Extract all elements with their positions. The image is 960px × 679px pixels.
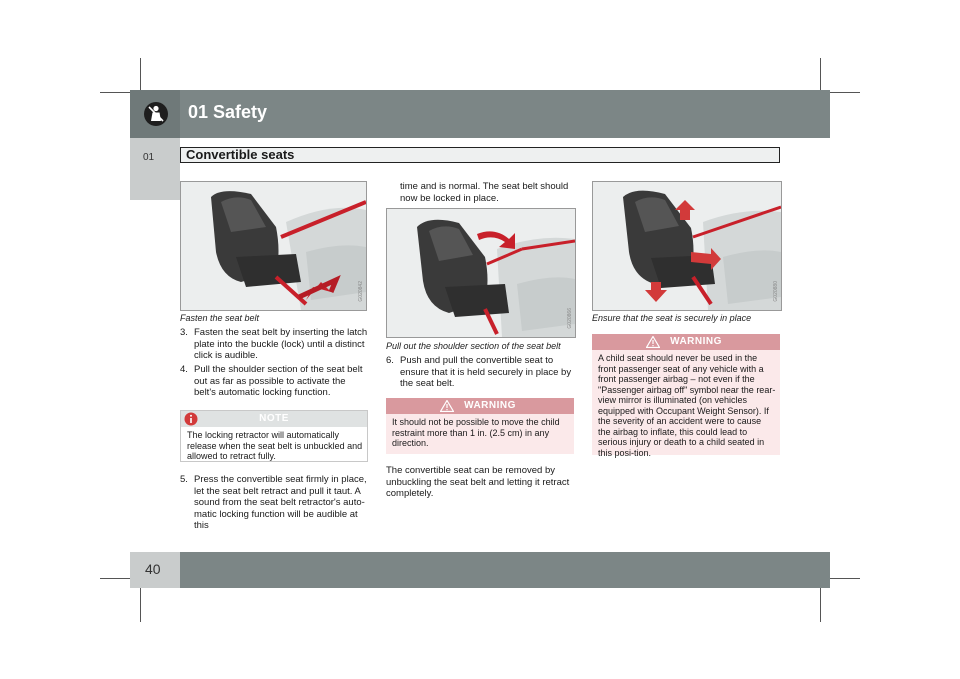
warning-label: WARNING: [670, 336, 722, 347]
body-paragraph: The convertible seat can be removed by unbuckling the seat belt and letting it retract completely.: [386, 465, 570, 499]
warning-box: [592, 334, 780, 458]
figure-caption: Pull out the shoulder section of the seat belt: [386, 341, 561, 351]
step-item: [386, 355, 576, 390]
seat-illustration: [387, 209, 575, 337]
section-title: Convertible seats: [186, 147, 295, 162]
seat-illustration: [181, 182, 366, 310]
figure-fasten-belt: [180, 181, 367, 311]
warning-label: WARNING: [464, 400, 516, 411]
figure-caption: Fasten the seat belt: [180, 313, 260, 323]
safety-icon: [143, 101, 169, 127]
chapter-title: 01 Safety: [188, 102, 268, 122]
seat-illustration: [593, 182, 781, 310]
page-number: 40: [145, 561, 161, 577]
figure-caption: Ensure that the seat is securely in place: [592, 313, 752, 323]
step-text: Pull the shoulder section of the seat belt out as far as possible to activate the belt's automatic locking function.: [194, 364, 363, 398]
warning-text: It should not be possible to move the child restraint more than 1 in. (2.5 cm) in any direction.: [392, 417, 560, 448]
note-label: NOTE: [259, 413, 289, 424]
step-number: 3.: [180, 327, 188, 338]
note-box: [180, 410, 368, 462]
step-number: 5.: [180, 474, 188, 485]
figure-pull-shoulder: [386, 208, 576, 338]
section-tab-label: 01: [143, 152, 155, 163]
continued-text: [386, 181, 576, 204]
step-text: Fasten the seat belt by inserting the latch plate into the buckle (lock) until a distinct click is audible.: [194, 327, 368, 361]
step-number: 6.: [386, 355, 394, 366]
warning-text: A child seat should never be used in the front passenger seat of any vehicle with a front passenger airbag – not even if the "Passenger airbag off" symbol near the rear-view mirror is illuminated (on vehicles equipped with Occupant Weight Sensor). If the severity of an accident were to cause the airbag to inflate, this could lead to serious injury or death to a child seated in this posi-tion.: [598, 353, 776, 458]
figure-ensure-secure: [592, 181, 782, 311]
footer-bar: [130, 552, 830, 588]
step-text: Press the convertible seat firmly in place, let the seat belt retract and pull it taut. A sound from the seat belt retractor's auto-matic locking function will be audible at this: [194, 474, 367, 531]
step-item: [180, 327, 370, 362]
step-text: Push and pull the convertible seat to ensure that it is held securely in place by the seat belt.: [400, 355, 572, 389]
step-number: 4.: [180, 364, 188, 375]
step-item: [180, 364, 370, 399]
figure-id: G020842: [358, 281, 364, 302]
step-text: time and is normal. The seat belt should now be locked in place.: [400, 181, 569, 204]
figure-id: G020866: [567, 308, 573, 329]
warning-box: [386, 398, 574, 454]
section-tab: [130, 138, 180, 200]
note-text: The locking retractor will automatically release when the seat belt is unbuckled and allowed to retract fully.: [187, 430, 363, 461]
figure-id: G020880: [773, 281, 779, 302]
step-item: [180, 474, 370, 532]
